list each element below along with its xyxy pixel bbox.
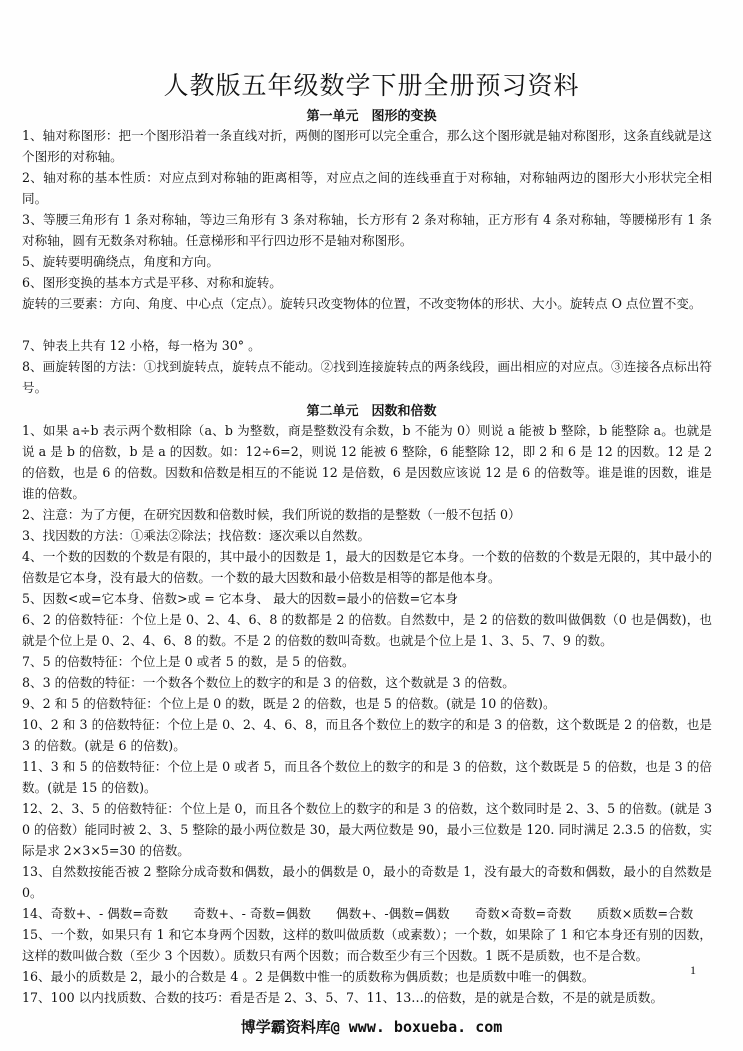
unit2-item-1: 1、如果 a÷b 表示两个数相除（a、b 为整数，商是整数没有余数，b 不能为 0）则说 a 能被 b 整除，b 能整除 a。也就是说 a 是 b 的倍数，b 是 a 的因数。如：12÷6=2，则说 12 能被 6 整除，6 能整除 12，即 2 和 6 是 12 的因数。12 是 2 的倍数，也是 6 的倍数。因数和倍数是相互的不能说 12 是倍数，6 是因数应该说 12 是 6 的倍数等。谁是谁的因数，谁是谁的倍数。 <box>22 423 712 501</box>
unit2-item-2: 2、注意：为了方便，在研究因数和倍数时候，我们所说的数指的是整数（一般不包括 0） <box>22 507 521 522</box>
unit2-item-5: 5、因数<或=它本身、倍数>或 = 它本身、 最大的因数=最小的倍数=它本身 <box>22 591 458 606</box>
unit1-rotation-note: 旋转的三要素：方向、角度、中心点（定点）。旋转只改变物体的位置，不改变物体的形状、大小。旋转点 O 点位置不变。 <box>22 296 702 311</box>
unit2-item-17: 17、100 以内找质数、合数的技巧：看是否是 2、3、5、7、11、13…的倍数，是的就是合数，不是的就是质数。 <box>22 990 664 1005</box>
unit1-heading: 第一单元 图形的变换 <box>306 109 437 124</box>
unit2-item-15: 15、一个数，如果只有 1 和它本身两个因数，这样的数叫做质数（或素数）；一个数，如果除了 1 和它本身还有别的因数，这样的数叫做合数（至少 3 个因数）。质数只有两个因数；而合数至少有三个因数。1 既不是质数，也不是合数。 <box>22 927 712 963</box>
unit1-item-6: 6、图形变换的基本方式是平移、对称和旋转。 <box>22 275 282 290</box>
unit1-item-2: 2、轴对称的基本性质：对应点到对称轴的距离相等，对应点之间的连线垂直于对称轴，对称轴两边的图形大小形状完全相同。 <box>22 170 712 206</box>
unit2-item-16: 16、最小的质数是 2，最小的合数是 4 。2 是偶数中惟一的质数称为偶质数；也是质数中唯一的偶数。 <box>22 969 595 984</box>
unit2-item-9: 9、2 和 5 的倍数特征：个位上是 0 的数，既是 2 的倍数，也是 5 的倍数。(就是 10 的倍数)。 <box>22 696 556 711</box>
unit2-heading: 第二单元 因数和倍数 <box>306 404 437 419</box>
unit2-item-3: 3、找因数的方法：①乘法②除法；找倍数：逐次乘以自然数。 <box>22 528 371 543</box>
unit2-item-7: 7、5 的倍数特征：个位上是 0 或者 5 的数，是 5 的倍数。 <box>22 654 355 669</box>
unit1-item-3: 3、等腰三角形有 1 条对称轴，等边三角形有 3 条对称轴，长方形有 2 条对称轴，正方形有 4 条对称轴，等腰梯形有 1 条对称轴，圆有无数条对称轴。任意梯形和平行四边形不是轴对称图形。 <box>22 212 712 248</box>
watermark-footer: 博学霸资料库@ www. boxueba. com <box>240 1018 503 1036</box>
unit1-item-8: 8、画旋转图的方法：①找到旋转点，旋转点不能动。②找到连接旋转点的两条线段，画出相应的对应点。③连接各点标出符号。 <box>22 359 712 395</box>
unit2-item-10: 10、2 和 3 的倍数特征：个位上是 0、2、4、6、8，而且各个数位上的数字的和是 3 的倍数，这个数既是 2 的倍数，也是 3 的倍数。(就是 6 的倍数)。 <box>22 717 712 753</box>
unit2-item-8: 8、3 的倍数的特征：一个数各个数位上的数字的和是 3 的倍数，这个数就是 3 的倍数。 <box>22 675 515 690</box>
unit1-item-1: 1、轴对称图形：把一个图形沿着一条直线对折，两侧的图形可以完全重合，那么这个图形就是轴对称图形，这条直线就是这个图形的对称轴。 <box>22 128 712 164</box>
page-number: 1 <box>690 963 696 977</box>
unit2-item-13: 13、自然数按能否被 2 整除分成奇数和偶数，最小的偶数是 0，最小的奇数是 1，没有最大的奇数和偶数，最小的自然数是 0。 <box>22 864 712 900</box>
unit2-item-4: 4、一个数的因数的个数是有限的，其中最小的因数是 1，最大的因数是它本身。一个数的倍数的个数是无限的，其中最小的倍数是它本身，没有最大的倍数。一个数的最大因数和最小倍数是相等的都是他本身。 <box>22 549 712 585</box>
unit2-item-11: 11、3 和 5 的倍数特征：个位上是 0 或者 5，而且各个数位上的数字的和是 3 的倍数，这个数既是 5 的倍数，也是 3 的倍数。(就是 15 的倍数)。 <box>22 759 712 795</box>
unit2-item-12: 12、2、3、5 的倍数特征：个位上是 0，而且各个数位上的数字的和是 3 的倍数，这个数同时是 2、3、5 的倍数。(就是 30 的倍数）能同时被 2、3、5 整除的最小两位数是 30，最大两位数是 90，最小三位数是 120. 同时满足 2.3.5 的倍数，实际是求 2×3×5=30 的倍数。 <box>22 801 712 858</box>
unit2-item-14: 14、奇数+、- 偶数=奇数 奇数+、- 奇数=偶数 偶数+、-偶数=偶数 奇数×奇数=奇数 质数×质数=合数 <box>22 906 694 921</box>
unit2-item-6: 6、2 的倍数特征：个位上是 0、2、4、6、8 的数都是 2 的倍数。自然数中，是 2 的倍数的数叫做偶数（0 也是偶数)，也就是个位上是 0、2、4、6、8 的数。不是 2 的倍数的数叫奇数。也就是个位上是 1、3、5、7、9 的数。 <box>22 612 712 648</box>
unit1-item-7: 7、钟表上共有 12 小格，每一格为 30° 。 <box>22 338 261 353</box>
document-title: 人教版五年级数学下册全册预习资料 <box>163 71 580 100</box>
unit1-item-5: 5、旋转要明确绕点，角度和方向。 <box>22 254 219 269</box>
